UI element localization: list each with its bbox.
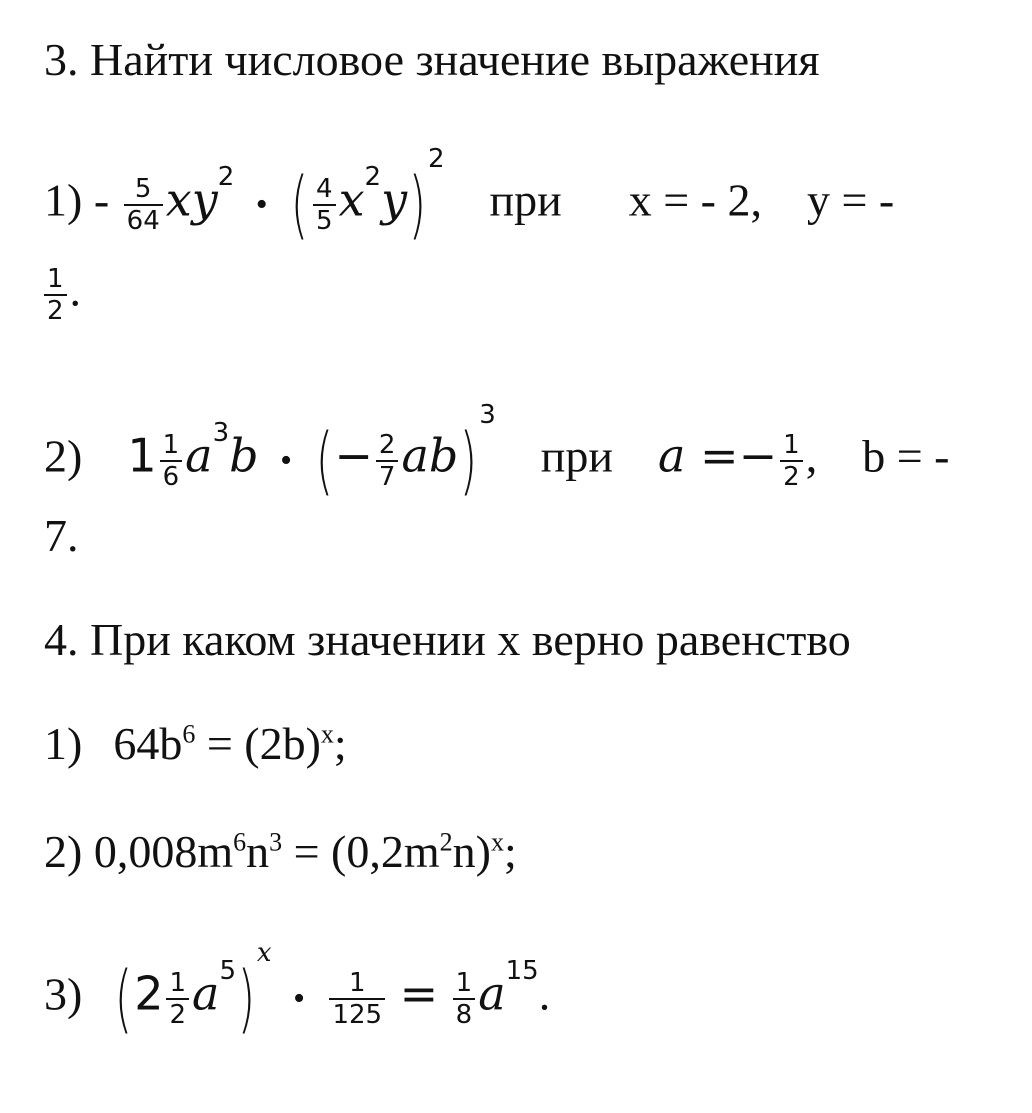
- denominator: 2: [169, 1000, 187, 1030]
- minus-sign: −: [334, 428, 373, 483]
- variable: y: [381, 172, 408, 227]
- pri-word: при: [540, 430, 613, 482]
- exponent: 6: [182, 719, 196, 749]
- task3-heading: 3. Найти числовое значение выражения: [44, 34, 820, 85]
- exponent: 3: [479, 400, 496, 430]
- task3-item1-line: [44, 144, 895, 248]
- comma: ,: [805, 430, 818, 482]
- item-number: 1): [44, 174, 83, 226]
- variable: a: [185, 428, 213, 483]
- sign: -: [93, 174, 110, 226]
- condition-y: y = -: [806, 174, 895, 226]
- denominator: 8: [455, 1000, 473, 1030]
- exponent: x: [320, 719, 334, 749]
- variable: b: [229, 428, 259, 483]
- fraction: [166, 968, 189, 1030]
- fraction: [453, 968, 476, 1030]
- lhs: 64b: [113, 718, 183, 769]
- variable: ab: [401, 428, 459, 483]
- item-number: 1): [44, 718, 83, 769]
- variable: a: [192, 966, 220, 1021]
- fraction: [44, 264, 67, 326]
- numerator: 1: [166, 968, 189, 1000]
- numerator: 5: [124, 174, 163, 206]
- pri-word: при: [489, 174, 562, 226]
- task3-item1-continuation: [44, 264, 81, 326]
- denominator: 64: [126, 206, 160, 236]
- bullet-operator: •: [293, 980, 305, 1017]
- variable: a: [478, 966, 506, 1021]
- fraction: [124, 174, 163, 236]
- task3-item2-continuation: 7.: [44, 510, 79, 561]
- exponent: x: [256, 938, 272, 968]
- task4-item2-line: [44, 826, 517, 878]
- bullet-operator: •: [280, 442, 292, 479]
- variable: x: [338, 172, 365, 227]
- fraction: [780, 430, 803, 492]
- task4-item1-line: [44, 718, 347, 770]
- condition-a: a =−: [658, 428, 778, 483]
- numerator: 1: [44, 264, 67, 296]
- exponent: 3: [212, 418, 230, 448]
- numerator: 1: [453, 968, 476, 1000]
- item-number: 2): [44, 826, 83, 877]
- denominator: 2: [47, 296, 64, 326]
- denominator: 6: [162, 462, 180, 492]
- semicolon: ;: [333, 718, 347, 769]
- task4-heading: 4. При каком значении x верно равенство: [44, 614, 851, 665]
- numerator: 4: [313, 174, 336, 206]
- exponent: 2: [439, 827, 453, 857]
- expr-part: n): [452, 826, 491, 877]
- left-paren: (: [315, 418, 333, 504]
- bullet-operator: •: [255, 186, 268, 223]
- equals-sign: =: [399, 966, 439, 1021]
- fraction: [160, 430, 183, 492]
- item-number: 3): [44, 968, 83, 1020]
- exponent: 15: [505, 956, 539, 986]
- condition-b: b = -: [862, 430, 950, 482]
- rhs: = (2b): [206, 718, 321, 769]
- exponent: x: [490, 827, 504, 857]
- denominator: 7: [378, 462, 396, 492]
- expr-part: = (0,2m: [282, 826, 440, 877]
- exponent: 2: [217, 162, 235, 192]
- exponent: 2: [427, 144, 445, 174]
- exponent: 6: [233, 827, 247, 857]
- fraction: [313, 174, 336, 236]
- numerator: 1: [160, 430, 183, 462]
- denominator: 2: [783, 462, 800, 492]
- expr-part: n: [246, 826, 270, 877]
- denominator: 125: [332, 1000, 383, 1030]
- exponent: 3: [269, 827, 283, 857]
- exponent: 2: [364, 162, 382, 192]
- fraction: [376, 430, 399, 492]
- task4-item3-line: [44, 938, 551, 1042]
- left-paren: (: [290, 162, 309, 248]
- fraction: [329, 968, 385, 1030]
- expr-part: 0,008m: [93, 826, 234, 877]
- numerator: 2: [376, 430, 399, 462]
- item-number: 2): [44, 430, 83, 482]
- right-paren: ): [460, 418, 478, 504]
- whole-part: 2: [134, 966, 164, 1021]
- condition-x: x = - 2,: [628, 174, 762, 226]
- whole-part: 1: [127, 428, 157, 483]
- numerator: 1: [780, 430, 803, 462]
- variable: xy: [165, 172, 218, 227]
- right-paren: ): [408, 162, 427, 248]
- numerator: 1: [329, 968, 385, 1000]
- right-paren: ): [237, 956, 256, 1042]
- semicolon: ;: [503, 826, 517, 877]
- denominator: 5: [316, 206, 333, 236]
- left-paren: (: [115, 956, 133, 1042]
- task3-item2-line: [44, 400, 950, 504]
- period: .: [538, 968, 551, 1020]
- period: .: [69, 264, 82, 316]
- exponent: 5: [219, 956, 237, 986]
